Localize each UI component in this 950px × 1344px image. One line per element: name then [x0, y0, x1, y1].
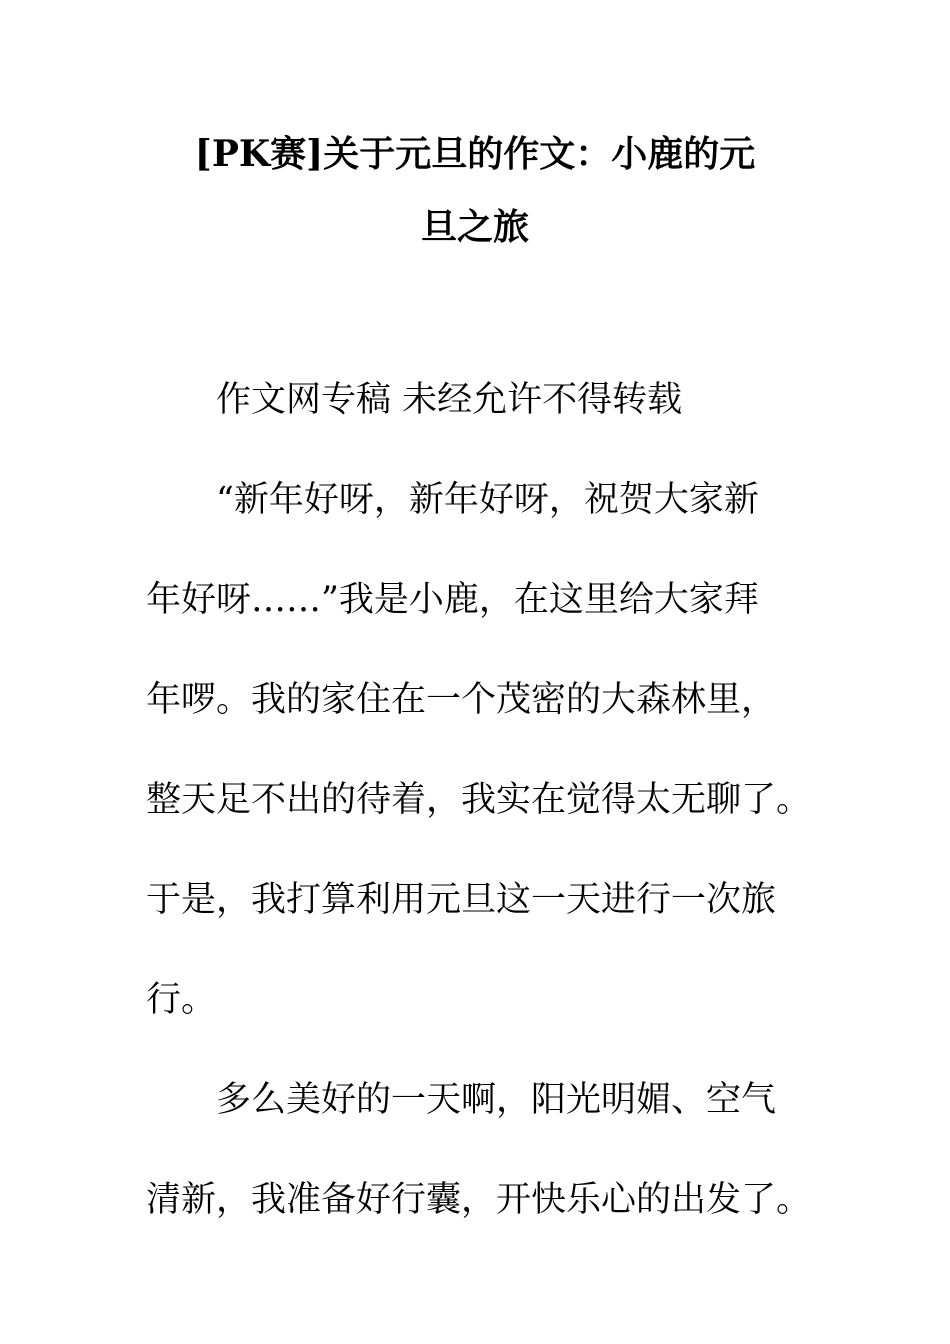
paragraph-2-line-1: 多么美好的一天啊，阳光明媚、空气 [216, 1080, 777, 1120]
paragraph-1-line-4: 整天足不出的待着，我实在觉得太无聊了。 [146, 780, 812, 820]
document-title-line-2: 旦之旅 [420, 206, 529, 248]
paragraph-1-line-6: 行。 [146, 980, 217, 1020]
paragraph-1-line-1: “新年好呀，新年好呀，祝贺大家新 [216, 480, 759, 520]
paragraph-2-line-2: 清新，我准备好行囊，开快乐心的出发了。 [146, 1180, 812, 1220]
paragraph-1-line-2: 年好呀……”我是小鹿，在这里给大家拜 [146, 580, 759, 620]
copyright-notice: 作文网专稿 未经允许不得转载 [216, 380, 683, 420]
paragraph-1-line-5: 于是，我打算利用元旦这一天进行一次旅 [146, 880, 777, 920]
document-title-line-1: [PK赛]关于元旦的作文：小鹿的元 [194, 133, 756, 175]
paragraph-1-line-3: 年啰。我的家住在一个茂密的大森林里， [146, 680, 777, 720]
